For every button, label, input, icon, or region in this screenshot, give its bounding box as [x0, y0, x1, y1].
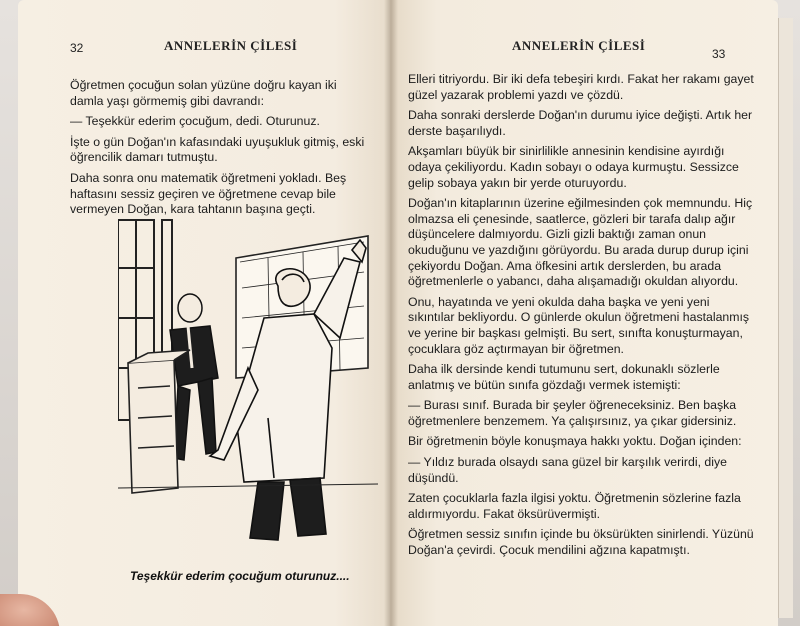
- right-page-number: 33: [712, 47, 726, 61]
- left-paragraph: Öğretmen çocuğun solan yüzüne doğru kayan iki damla yaşı görmemiş gibi davrandı:: [70, 78, 337, 108]
- page-edge: [778, 18, 793, 618]
- right-paragraph: Daha sonraki derslerde Doğan'ın durumu iyice değişti. Artık her derste başarılıydı.: [408, 108, 753, 138]
- right-body-text: [408, 72, 758, 564]
- left-paragraph: Daha sonra onu matematik öğretmeni yokladı. Beş haftasını sessiz geçiren ve öğretmene cevap bile vermeyen Doğan, kara tahtanın başına geçti.: [70, 170, 347, 217]
- right-running-head: ANNELERİN ÇİLESİ: [512, 38, 646, 53]
- left-page: [18, 0, 390, 626]
- left-body-text: [70, 78, 370, 223]
- right-paragraph: Öğretmen sessiz sınıfın içinde bu öksürükten sinirlendi. Yüzünü Doğan'a çevirdi. Çocuk mendilini ağzına kapatmıştı.: [408, 527, 754, 558]
- illustration-caption: Teşekkür ederim çocuğum oturunuz....: [130, 569, 350, 583]
- book-gutter-shadow: [384, 0, 398, 626]
- right-page: [390, 0, 778, 626]
- right-paragraph: Elleri titriyordu. Bir iki defa tebeşiri kırdı. Fakat her rakamı gayet güzel yazarak problemi yazdı ve çözdü.: [408, 72, 754, 102]
- right-paragraph: Onu, hayatında ve yeni okulda daha başka ve yeni yeni sıkıntılar bekliyordu. O günlerde okulun öğretmeni hastalanmış ve yerine bir başkası gelmişti. Bu sert, sınıfta konuşturmayan, çocuklara göz açtırmayan bir öğretmen.: [408, 294, 750, 356]
- right-paragraph: Zaten çocuklarla fazla ilgisi yoktu. Öğretmenin sözlerine fazla aldırmıyordu. Fakat öksürüvermişti.: [408, 491, 741, 521]
- right-paragraph: Daha ilk dersinde kendi tutumunu sert, dokunaklı sözlerle anlatmış ve bütün sınıfa gözdağı vermek istemişti:: [408, 362, 720, 392]
- left-page-number: 32: [70, 41, 84, 55]
- student-boy: [210, 240, 366, 540]
- right-paragraph: — Yıldız burada olsaydı sana güzel bir karşılık verirdi, diye düşündü.: [408, 455, 727, 485]
- right-paragraph: — Burası sınıf. Burada bir şeyler öğreneceksiniz. Ben başka öğretmenlere benzemem. Ya çalışırsınız, ya çıkar gidersiniz.: [408, 398, 737, 428]
- seated-teacher: [170, 294, 218, 460]
- left-paragraph: İşte o gün Doğan'ın kafasındaki uyuşukluk gitmiş, eski öğrencilik damarı tutmuştu.: [70, 134, 365, 165]
- classroom-illustration: [118, 218, 378, 558]
- right-paragraph: Doğan'ın kitaplarının üzerine eğilmesinden çok memnundu. Hiç olmazsa eli çenesinde, saatlerce, gözleri bir tarafa dalıp ağır düşüncelere dalmıyordu. Gizli gizli baktığı zaman onun okuduğunu ve yazdığını görüyordu. Bu arada durup durup içini çekiyordu Doğan. Ama öfkesini artık derslerden, bu arada öğretmenlerle o yabancı, daha alışamadığı okuldan alıyordu.: [408, 196, 753, 289]
- left-running-head: ANNELERİN ÇİLESİ: [164, 38, 298, 53]
- right-paragraph: Akşamları büyük bir sinirlilikle annesinin kendisine ayırdığı odaya çekiliyordu. Kadın sobayı o odaya kurmuştu. Sessizce gelip sobaya yakın bir yerde oturuyordu.: [408, 144, 739, 190]
- right-paragraph: Bir öğretmenin böyle konuşmaya hakkı yoktu. Doğan içinden:: [408, 434, 742, 449]
- left-paragraph: — Teşekkür ederim çocuğum, dedi. Oturunuz.: [70, 114, 320, 129]
